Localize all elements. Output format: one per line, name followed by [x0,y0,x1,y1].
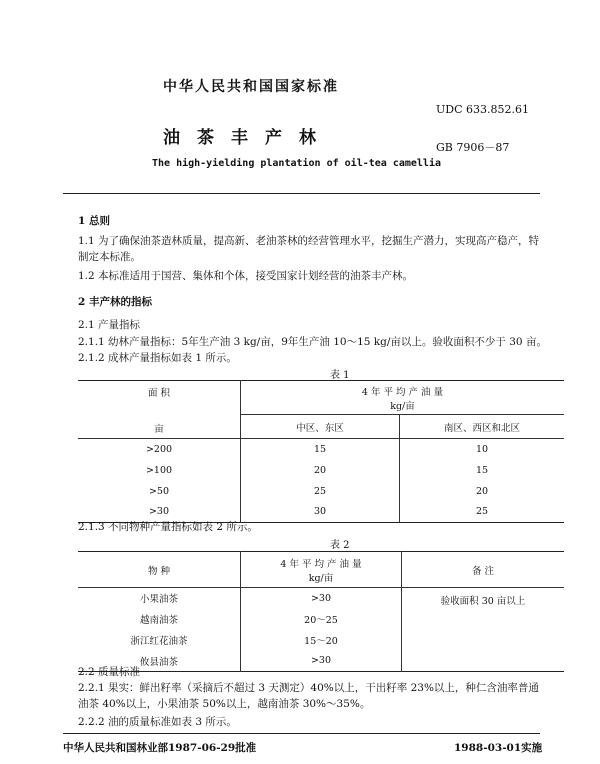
table-1-region-b-cell: 25 [475,506,489,518]
table-1 [78,380,564,523]
table-row [78,460,564,481]
table-1-caption: 表 1 [330,370,350,381]
footer-divider [63,733,540,734]
table-1-area-cell: >30 [78,502,241,523]
table-row [78,439,564,460]
table-1-region-b-header: 南区、西区和北区 [443,422,520,434]
table-2-species-cell: 浙江红花油茶 [78,630,241,651]
table-2-species-cell: 攸县油茶 [78,651,241,672]
section-1-heading: 1 总则 [78,215,110,227]
table-1-region-a-cell: 25 [241,481,400,502]
table-1-region-a-cell: 30 [241,502,400,523]
table-1-region-a-header: 中区、东区 [241,415,400,439]
table-2-yield-cell: 20～25 [241,609,402,630]
gb-code: GB 7906－87 [436,141,510,154]
paragraph-2-1-3: 2.1.3 不同物种产量指标如表 2 所示。 [78,521,258,533]
document-title: 油茶丰产林 [163,128,333,148]
english-title: The high-yielding plantation of oil-tea camellia [152,158,441,169]
table-2-species-cell: 小果油茶 [78,588,241,609]
paragraph-1-1: 1.1 为了确保油茶造林质量，提高新、老油茶林的经营管理水平，挖掘生产潜力，实现高产稳产，特制定本标准。 [78,235,540,263]
table-2-note-header: 备 注 [471,565,495,577]
table-2 [78,551,564,672]
table-2-yield-unit: kg/亩 [308,572,334,584]
table-2-note-cell: 验收面积 30 亩以上 [440,596,526,607]
table-1-area-unit: 亩 [154,423,164,435]
table-1-area-header: 面 积 [147,387,171,399]
paragraph-2-2-1: 2.2.1 果实：鲜出籽率（采摘后不超过 3 天测定）40%以上，干出籽率 23%以上，种仁含油率普通油茶 40%以上，小果油茶 50%以上，越南油茶 30%～35%。 [78,682,539,710]
table-1-area-cell: >200 [78,439,241,460]
footer-approval: 中华人民共和国林业部1987-06-29批准 [63,742,257,754]
table-1-region-a-cell: 15 [241,439,400,460]
paragraph-2-1-1: 2.1.1 幼林产量指标：5年生产油 3 kg/亩，9年生产油 10～15 kg/亩以上。验收面积不少于 30 亩。 [78,336,547,348]
paragraph-2-2-2: 2.2.2 油的质量标准如表 3 所示。 [78,716,237,728]
table-1-region-b-cell: 10 [475,443,489,455]
table-2-caption: 表 2 [330,540,350,551]
table-2-yield-cell: 15～20 [241,630,402,651]
footer-effective-date: 1988-03-01实施 [454,742,543,754]
udc-code: UDC 633.852.61 [436,103,529,116]
table-1-area-cell: >50 [78,481,241,502]
table-2-species-header: 物 种 [78,552,241,588]
paragraph-2-2: 2.2 质量标准 [78,666,141,678]
top-divider [63,193,540,194]
table-1-region-a-cell: 20 [241,460,400,481]
paragraph-1-2: 1.2 本标准适用于国营、集体和个体，接受国家计划经营的油茶丰产林。 [78,270,414,282]
table-2-species-cell: 越南油茶 [78,609,241,630]
table-row [78,481,564,502]
section-2-heading: 2 丰产林的指标 [78,296,152,308]
table-2-yield-header: 4 年 平 均 产 油 量 [280,558,362,570]
table-2-yield-cell: >30 [241,588,402,609]
table-1-region-b-cell: 15 [475,464,489,476]
table-1-yield-header: 4 年 平 均 产 油 量 [361,386,444,398]
table-1-area-cell: >100 [78,460,241,481]
paragraph-2-1: 2.1 产量指标 [78,319,141,331]
table-1-yield-unit: kg/亩 [390,400,415,412]
paragraph-2-1-2: 2.1.2 成林产量指标如表 1 所示。 [78,352,237,364]
table-2-yield-cell: >30 [241,651,402,672]
table-row [78,588,564,609]
standard-title: 中华人民共和国国家标准 [163,79,339,95]
table-1-region-b-cell: 20 [475,485,489,497]
